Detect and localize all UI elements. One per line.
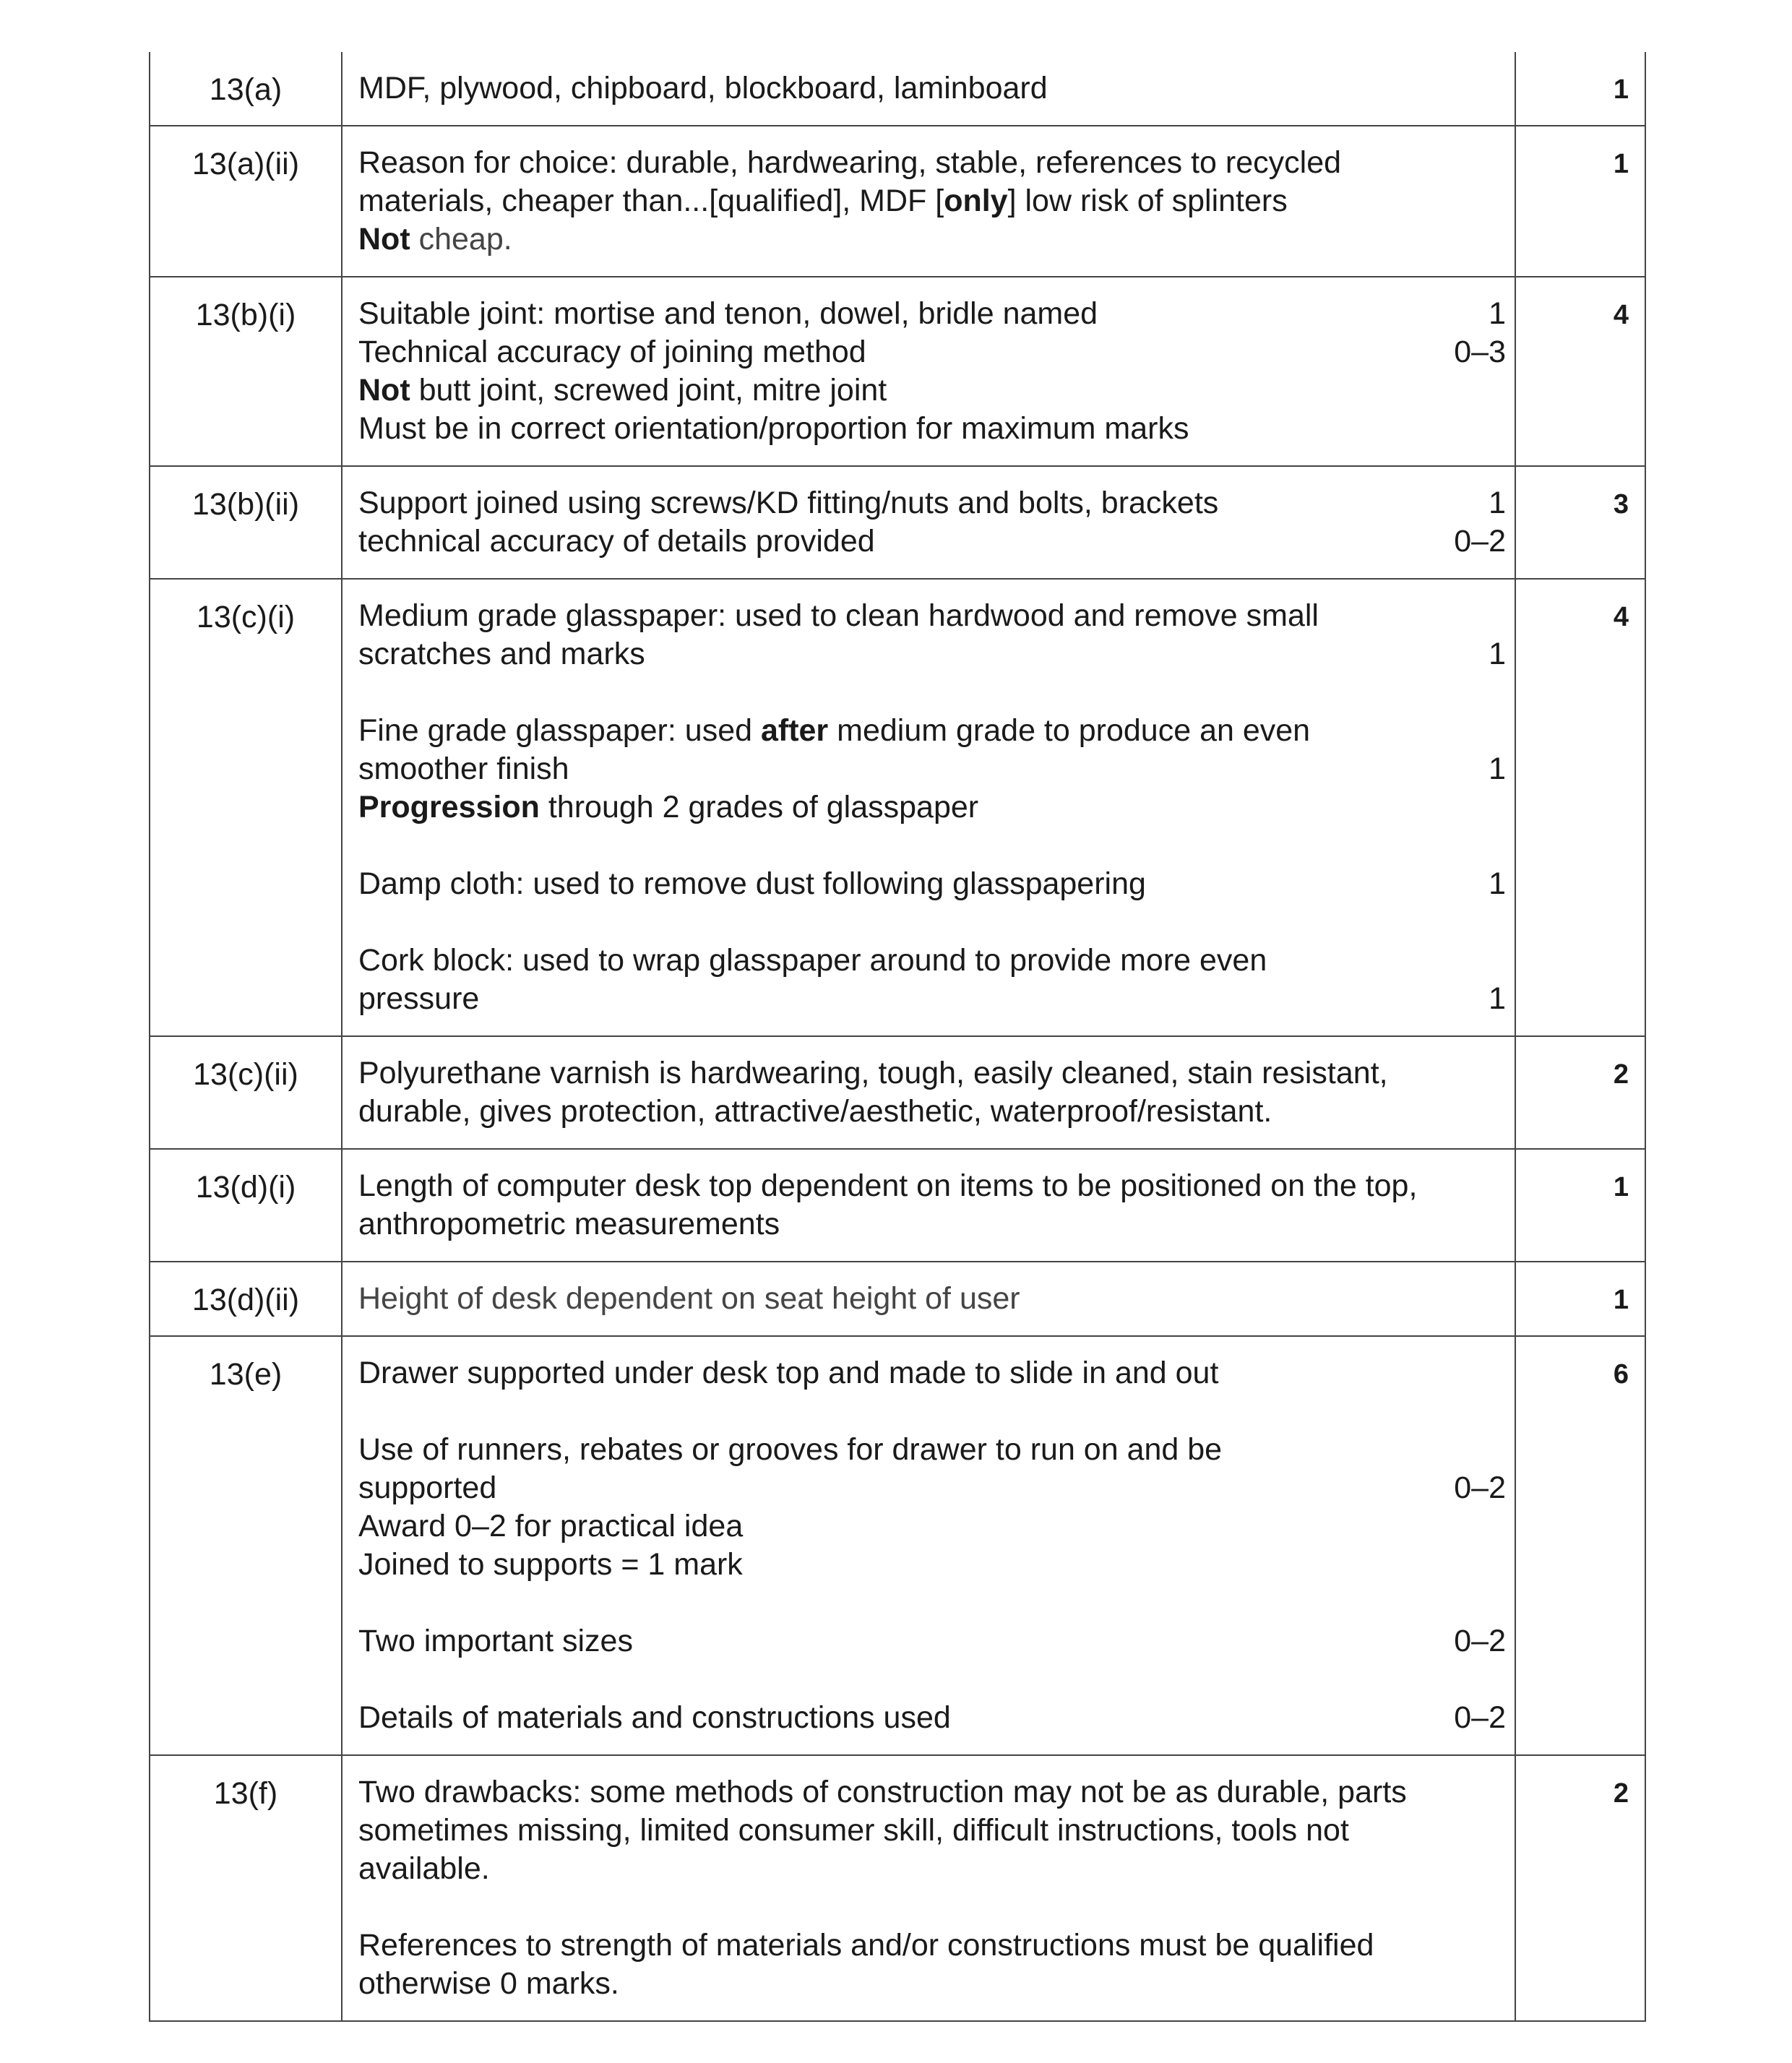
table-row [150,1262,1645,1336]
sub-mark [1426,1354,1506,1392]
answer-text [358,980,1426,1018]
sub-mark [1426,182,1506,220]
text-segment: Length of computer desk top dependent on items to be positioned on the top, [358,1168,1418,1203]
answer-line [358,295,1506,333]
table-row [150,1336,1645,1755]
answer-line [358,333,1506,371]
answer-text [358,220,1426,259]
mark-scheme-rows [150,52,1645,2021]
text-segment: technical accuracy of details provided [358,524,875,559]
sub-mark [1426,1546,1506,1584]
answer-cell [342,1336,1515,1755]
answer-text [358,1093,1426,1131]
sub-mark [1426,371,1506,410]
sub-mark: 0–3 [1454,335,1506,369]
paragraph-gap [358,1888,1506,1926]
question-number: 13(b)(i) [150,277,342,466]
answer-text [358,1773,1426,1812]
sub-mark [1426,1773,1506,1812]
question-number: 13(d)(ii) [150,1262,342,1336]
total-marks: 3 [1515,466,1645,579]
answer-line [358,1507,1506,1546]
answer-cell [342,52,1515,126]
answer-cell [342,1262,1515,1336]
text-segment: Must be in correct orientation/proportion for maximum marks [358,411,1189,446]
question-number: 13(c)(i) [150,579,342,1036]
text-segment: butt joint, screwed joint, mitre joint [410,373,887,408]
answer-text [358,1622,1426,1661]
text-segment: Two important sizes [358,1624,633,1658]
total-marks: 1 [1515,126,1645,277]
sub-mark: 0–2 [1454,1470,1506,1505]
answer-text [358,712,1426,750]
table-row [150,277,1645,466]
emphasis-text: Not [358,222,410,257]
sub-mark: 1 [1489,981,1506,1016]
answer-text [358,1054,1426,1093]
sub-mark [1426,1280,1506,1318]
sub-mark [1426,1093,1506,1131]
answer-text [358,371,1426,410]
answer-line [358,865,1506,903]
answer-text [358,750,1426,788]
answer-line [358,597,1506,635]
sub-mark [1426,1812,1506,1850]
text-segment: Award 0–2 for practical idea [358,1509,744,1543]
answer-line [358,69,1506,108]
question-number: 13(a)(ii) [150,126,342,277]
text-segment: Support joined using screws/KD fitting/nuts and bolts, brackets [358,486,1219,520]
answer-text [358,942,1426,980]
paragraph-gap [358,1392,1506,1431]
text-segment: Cork block: used to wrap glasspaper around to provide more even [358,943,1267,978]
answer-text [358,1354,1426,1392]
text-segment: Technical accuracy of joining method [358,335,866,369]
text-segment: Medium grade glasspaper: used to clean hardwood and remove small [358,598,1319,633]
answer-text [358,295,1426,333]
answer-line [358,712,1506,750]
text-segment: smoother finish [358,751,569,786]
text-segment: scratches and marks [358,637,645,671]
sub-mark [1426,144,1506,182]
sub-mark [1426,788,1506,827]
answer-text [358,1546,1426,1584]
answer-text [358,597,1426,635]
answer-cell [342,1036,1515,1149]
answer-line [358,1354,1506,1392]
table-row [150,1755,1645,2021]
sub-mark [1426,1431,1506,1469]
answer-cell [342,579,1515,1036]
emphasis-text: only [944,184,1008,218]
text-segment: MDF, plywood, chipboard, blockboard, laminboard [358,71,1048,105]
total-marks: 1 [1515,1262,1645,1336]
text-segment: ] low risk of splinters [1007,184,1288,218]
answer-text [358,484,1426,522]
answer-text [358,1926,1426,1965]
total-marks: 1 [1515,52,1645,126]
table-row [150,126,1645,277]
sub-mark [1426,1850,1506,1888]
answer-line [358,1054,1506,1093]
answer-text [358,1167,1426,1205]
sub-mark: 1 [1489,751,1506,786]
answer-text [358,1469,1426,1507]
question-number: 13(a) [150,52,342,126]
answer-text [358,1431,1426,1469]
answer-line [358,980,1506,1018]
sub-mark: 1 [1489,296,1506,331]
answer-line [358,1469,1506,1507]
text-segment: Reason for choice: durable, hardwearing, stable, references to recycled [358,145,1342,180]
answer-cell [342,277,1515,466]
sub-mark: 0–2 [1454,524,1506,559]
sub-mark [1426,220,1506,259]
text-segment: otherwise 0 marks. [358,1966,619,2001]
answer-line [358,1167,1506,1205]
text-segment: Damp cloth: used to remove dust following glasspapering [358,866,1146,901]
answer-line [358,1850,1506,1888]
text-segment: Polyurethane varnish is hardwearing, tough, easily cleaned, stain resistant, [358,1056,1388,1090]
table-row [150,1036,1645,1149]
answer-cell [342,1755,1515,2021]
answer-text [358,410,1426,448]
answer-text [358,1965,1426,2003]
sub-mark: 0–2 [1454,1624,1506,1658]
answer-line [358,1205,1506,1244]
answer-text [358,522,1426,561]
answer-line [358,1926,1506,1965]
total-marks: 2 [1515,1036,1645,1149]
text-segment: Use of runners, rebates or grooves for drawer to run on and be [358,1432,1223,1467]
answer-line [358,182,1506,220]
answer-line [358,1431,1506,1469]
text-segment: durable, gives protection, attractive/aesthetic, waterproof/resistant. [358,1094,1272,1129]
emphasis-text: after [760,713,829,748]
text-segment: pressure [358,981,480,1016]
sub-mark [1426,410,1506,448]
answer-cell [342,1149,1515,1262]
emphasis-text: Progression [358,790,540,824]
paragraph-gap [358,903,1506,942]
answer-line [358,410,1506,448]
answer-line [358,750,1506,788]
mark-scheme-table [149,52,1646,2022]
total-marks: 4 [1515,579,1645,1036]
text-segment: supported [358,1470,497,1505]
answer-line [358,1280,1506,1318]
answer-line [358,1699,1506,1737]
answer-text [358,333,1426,371]
sub-mark [1426,69,1506,108]
question-number: 13(c)(ii) [150,1036,342,1149]
paragraph-gap [358,673,1506,712]
question-number: 13(b)(ii) [150,466,342,579]
answer-line [358,144,1506,182]
answer-text [358,1507,1426,1546]
text-segment: anthropometric measurements [358,1207,780,1241]
text-segment: sometimes missing, limited consumer skill, difficult instructions, tools not [358,1813,1349,1848]
text-segment: Suitable joint: mortise and tenon, dowel, bridle named [358,296,1098,331]
text-segment: Fine grade glasspaper: used [358,713,761,748]
answer-line [358,1773,1506,1812]
sub-mark [1426,1205,1506,1244]
answer-line [358,1546,1506,1584]
sub-mark [1426,1965,1506,2003]
question-number: 13(f) [150,1755,342,2021]
table-row [150,1149,1645,1262]
question-number: 13(d)(i) [150,1149,342,1262]
text-segment: through 2 grades of glasspaper [539,790,979,824]
text-segment: medium grade to produce an even [828,713,1311,748]
answer-cell [342,126,1515,277]
answer-line [358,1965,1506,2003]
sub-mark [1426,712,1506,750]
sub-mark [1426,1054,1506,1093]
text-segment: Joined to supports = 1 mark [358,1547,743,1582]
answer-text [358,1812,1426,1850]
paragraph-gap [358,827,1506,865]
answer-line [358,484,1506,522]
sub-mark [1426,942,1506,980]
answer-text [358,1205,1426,1244]
total-marks: 2 [1515,1755,1645,2021]
paragraph-gap [358,1661,1506,1699]
question-number: 13(e) [150,1336,342,1755]
sub-mark: 1 [1489,486,1506,520]
answer-text [358,635,1426,673]
text-segment: Height of desk dependent on seat height of user [358,1281,1020,1316]
answer-line [358,788,1506,827]
total-marks: 4 [1515,277,1645,466]
sub-mark [1426,597,1506,635]
answer-text [358,1280,1426,1318]
text-segment: Two drawbacks: some methods of construction may not be as durable, parts [358,1775,1407,1809]
answer-text [358,182,1426,220]
answer-line [358,942,1506,980]
answer-text [358,1699,1426,1737]
text-segment: cheap. [410,222,512,257]
sub-mark: 0–2 [1454,1700,1506,1735]
sub-mark [1426,1926,1506,1965]
answer-line [358,522,1506,561]
answer-text [358,69,1426,108]
text-segment: References to strength of materials and/or constructions must be qualified [358,1928,1374,1963]
answer-line [358,1812,1506,1850]
total-marks: 6 [1515,1336,1645,1755]
table-row [150,466,1645,579]
sub-mark [1426,1507,1506,1546]
text-segment: Drawer supported under desk top and made to slide in and out [358,1356,1219,1390]
answer-line [358,1622,1506,1661]
text-segment: materials, cheaper than...[qualified], MDF [ [358,184,944,218]
emphasis-text: Not [358,373,410,408]
total-marks: 1 [1515,1149,1645,1262]
answer-text [358,788,1426,827]
answer-line [358,1093,1506,1131]
answer-text [358,1850,1426,1888]
sub-mark: 1 [1489,866,1506,901]
answer-cell [342,466,1515,579]
paragraph-gap [358,1584,1506,1622]
table-row [150,52,1645,126]
answer-line [358,220,1506,259]
sub-mark [1426,1167,1506,1205]
text-segment: available. [358,1851,490,1886]
answer-text [358,144,1426,182]
answer-line [358,371,1506,410]
answer-text [358,865,1426,903]
table-row [150,579,1645,1036]
text-segment: Details of materials and constructions used [358,1700,951,1735]
sub-mark: 1 [1489,637,1506,671]
answer-line [358,635,1506,673]
